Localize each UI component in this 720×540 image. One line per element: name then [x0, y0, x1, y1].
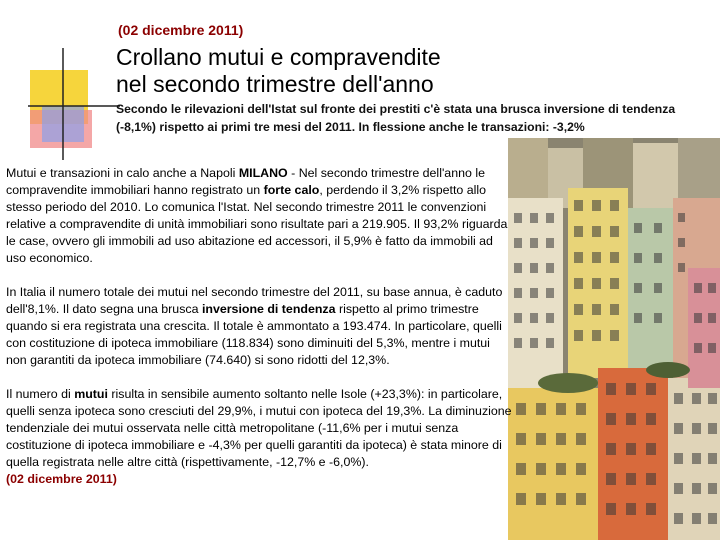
- article-body: [6, 165, 512, 488]
- article-paragraph-2: [6, 284, 512, 369]
- footer-date: (02 dicembre 2011): [6, 472, 117, 486]
- p2-text-c: rispetto al primo trimestre quando si era registrata una crescita. Il totale è ammontato a 193.474. In particolare, quelli con costituzione di ipoteca immobiliare (118.834) sono diminuiti del 5,3%, mentre i mutui non garantiti da ipoteca immobiliare (74.640) si sono ridotti del 12,3%.: [6, 302, 502, 367]
- title-line-2: nel secondo trimestre dell'anno: [116, 71, 434, 97]
- p3-text-c: risulta in sensibile aumento soltanto nelle Isole (+23,3%): in particolare, quelli senza ipoteca sono cresciuti del 29,9%, i mutui con ipoteca del 19,3%. La diminuzione tendenziale dei mutui osservata nelle città metropolitane (-11,6% per i mutui senza costituzione di ipoteca immobiliare e -4,3% per quelli garantiti da ipoteca) è stata minore di quella registrata nelle altre città (rispettivamente, -12,7% e -6,0%).: [6, 387, 512, 469]
- header-date: (02 dicembre 2011): [118, 22, 244, 38]
- p1-text-d: forte calo: [263, 183, 320, 197]
- p1-text-c: - Nel secondo trimestre dell'anno le compravendite immobiliari hanno registrato un: [6, 166, 485, 197]
- subtitle: Secondo le rilevazioni dell'Istat sul fronte dei prestiti c'è stata una brusca inversione di tendenza (-8,1%) rispetto ai primi tre mesi del 2011. In flessione anche le transazioni: -3,2%: [116, 102, 676, 134]
- p1-text-a: Mutui e transazioni in calo anche a Napoli: [6, 166, 239, 180]
- p1-text-e: , perdendo il 3,2% rispetto allo stesso periodo del 2010. Lo comunica l'Istat. Nel secondo trimestre 2011 le convenzioni relative a compravendite di unità immobiliari sono risultate pari a 219.905. Il 93,2% riguarda le case, ovvero gli immobili ad uso abitazione ed accessori, il 5,9% è fatto da immobili ad uso economico.: [6, 183, 508, 265]
- p1-text-b: MILANO: [238, 166, 288, 180]
- p2-text-a: In Italia il numero totale dei mutui nel secondo trimestre del 2011, su base annua, è caduto dell'8,1%. Il dato segna una brusca: [6, 285, 503, 316]
- color-block-decoration: [0, 0, 120, 160]
- p3-text-a: Il numero di: [6, 387, 75, 401]
- page-title: [116, 44, 441, 98]
- p3-text-b: mutui: [74, 387, 108, 401]
- apartment-buildings-photo: [508, 138, 720, 540]
- p2-text-b: inversione di tendenza: [201, 302, 336, 316]
- article-paragraph-1: [6, 165, 512, 267]
- title-line-1: Crollano mutui e compravendite: [116, 44, 441, 70]
- article-paragraph-3: [6, 386, 512, 488]
